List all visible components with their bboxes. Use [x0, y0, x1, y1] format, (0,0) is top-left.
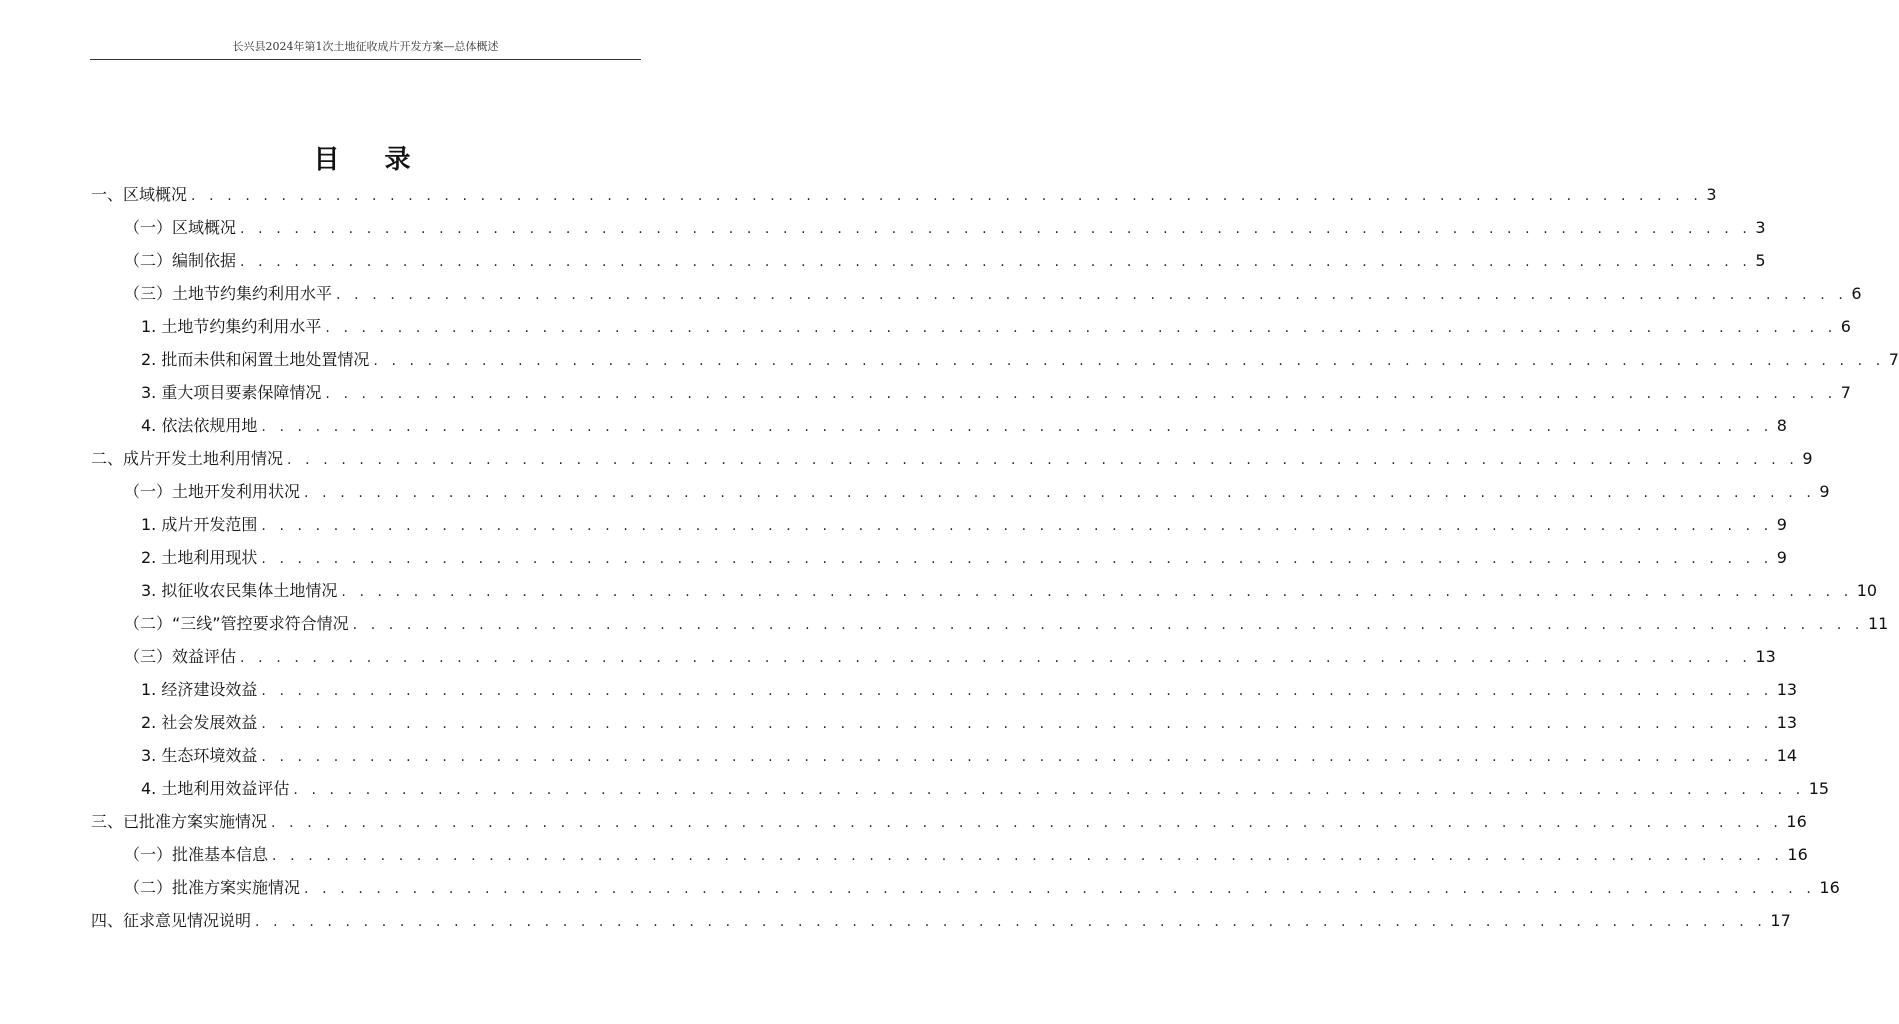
toc-entry-page: 16 [1787, 844, 1808, 864]
toc-entry-page: 13 [1776, 679, 1798, 699]
toc-entry[interactable] [141, 673, 1798, 706]
toc-entry-page: 3 [1755, 217, 1766, 237]
toc-entry[interactable] [124, 640, 1776, 673]
toc-entry-page: 3 [1706, 184, 1717, 204]
toc-entry-label: （二）批准方案实施情况 [124, 877, 301, 897]
toc-leader-dots: . . . . . . . . . . . . . . . . . . . . . . . . . . . . . . . . . . . . . . . . . . . . . . . . . . . . . . . . . . . . . . . . . . . . . . . . . . . . . . . . . . . . [240, 649, 1752, 666]
toc-leader-dots: . . . . . . . . . . . . . . . . . . . . . . . . . . . . . . . . . . . . . . . . . . . . . . . . . . . . . . . . . . . . . . . . . . . . . . . . . . . . . . . . . . . . [272, 847, 1784, 864]
toc-entry-page: 11 [1867, 613, 1889, 633]
toc-entry-label: （一）土地开发利用状况 [124, 481, 301, 501]
toc-leader-dots: . . . . . . . . . . . . . . . . . . . . . . . . . . . . . . . . . . . . . . . . . . . . . . . . . . . . . . . . . . . . . . . . . . . . . . . . . . . . . . . . . . . . [336, 286, 1848, 303]
toc-entry-label: 1. 土地节约集约利用水平 [141, 316, 322, 336]
toc-leader-dots: . . . . . . . . . . . . . . . . . . . . . . . . . . . . . . . . . . . . . . . . . . . . . . . . . . . . . . . . . . . . . . . . . . . . . . . . . . . . . . . . . . . . [191, 187, 1703, 204]
toc-leader-dots: . . . . . . . . . . . . . . . . . . . . . . . . . . . . . . . . . . . . . . . . . . . . . . . . . . . . . . . . . . . . . . . . . . . . . . . . . . . . . . . . . . . . [271, 814, 1783, 831]
toc-entry[interactable] [141, 541, 1787, 574]
toc-entry[interactable] [141, 706, 1798, 739]
toc-entry-label: 一、区域概况 [91, 184, 188, 204]
toc-entry-label: 4. 依法依规用地 [141, 415, 258, 435]
toc-entry-label: 1. 经济建设效益 [141, 679, 258, 699]
toc-entry-label: 4. 土地利用效益评估 [141, 778, 290, 798]
toc-entry-label: 2. 批而未供和闲置土地处置情况 [141, 349, 370, 369]
toc-entry[interactable] [124, 838, 1808, 871]
toc-leader-dots: . . . . . . . . . . . . . . . . . . . . . . . . . . . . . . . . . . . . . . . . . . . . . . . . . . . . . . . . . . . . . . . . . . . . . . . . . . . . . . . . . . . . [325, 319, 1837, 336]
toc-leader-dots: . . . . . . . . . . . . . . . . . . . . . . . . . . . . . . . . . . . . . . . . . . . . . . . . . . . . . . . . . . . . . . . . . . . . . . . . . . . . . . . . . . . . [261, 748, 1773, 765]
toc-entry-label: （二）编制依据 [124, 250, 237, 270]
toc-entry-label: （二）“三线”管控要求符合情况 [124, 613, 349, 633]
toc-entry[interactable] [124, 871, 1840, 904]
toc-entry-page: 8 [1776, 415, 1787, 435]
toc-entry-label: （一）批准基本信息 [124, 844, 269, 864]
toc-leader-dots: . . . . . . . . . . . . . . . . . . . . . . . . . . . . . . . . . . . . . . . . . . . . . . . . . . . . . . . . . . . . . . . . . . . . . . . . . . . . . . . . . . . . [261, 418, 1773, 435]
toc-entry-page: 10 [1856, 580, 1878, 600]
toc-leader-dots: . . . . . . . . . . . . . . . . . . . . . . . . . . . . . . . . . . . . . . . . . . . . . . . . . . . . . . . . . . . . . . . . . . . . . . . . . . . . . . . . . . . . [261, 715, 1773, 732]
toc-entry-page: 9 [1819, 481, 1830, 501]
toc-entry-page: 5 [1755, 250, 1766, 270]
toc-entry-label: （一）区域概况 [124, 217, 237, 237]
toc-entry-page: 13 [1755, 646, 1776, 666]
toc-leader-dots: . . . . . . . . . . . . . . . . . . . . . . . . . . . . . . . . . . . . . . . . . . . . . . . . . . . . . . . . . . . . . . . . . . . . . . . . . . . . . . . . . . . . [287, 451, 1799, 468]
toc-entry[interactable] [91, 805, 1807, 838]
toc-entry-label: （三）土地节约集约利用水平 [124, 283, 333, 303]
toc-entry[interactable] [141, 574, 1878, 607]
toc-leader-dots: . . . . . . . . . . . . . . . . . . . . . . . . . . . . . . . . . . . . . . . . . . . . . . . . . . . . . . . . . . . . . . . . . . . . . . . . . . . . . . . . . . . . [261, 517, 1773, 534]
toc-entry[interactable] [124, 277, 1862, 310]
toc-entry-page: 9 [1776, 547, 1787, 567]
toc-entry[interactable] [91, 442, 1813, 475]
toc-entry[interactable] [124, 607, 1889, 640]
toc-leader-dots: . . . . . . . . . . . . . . . . . . . . . . . . . . . . . . . . . . . . . . . . . . . . . . . . . . . . . . . . . . . . . . . . . . . . . . . . . . . . . . . . . . . . [304, 880, 1816, 897]
toc-entry-page: 7 [1888, 349, 1899, 369]
toc-leader-dots: . . . . . . . . . . . . . . . . . . . . . . . . . . . . . . . . . . . . . . . . . . . . . . . . . . . . . . . . . . . . . . . . . . . . . . . . . . . . . . . . . . . . [261, 550, 1773, 567]
toc-entry[interactable] [141, 310, 1851, 343]
toc-entry-page: 9 [1776, 514, 1787, 534]
toc-leader-dots: . . . . . . . . . . . . . . . . . . . . . . . . . . . . . . . . . . . . . . . . . . . . . . . . . . . . . . . . . . . . . . . . . . . . . . . . . . . . . . . . . . . . [240, 220, 1752, 237]
toc-entry[interactable] [141, 739, 1798, 772]
toc-entry-page: 13 [1776, 712, 1798, 732]
toc-title: 目 录 [313, 145, 429, 175]
header-divider [90, 59, 641, 60]
toc-entry[interactable] [141, 343, 1899, 376]
toc-entry[interactable] [124, 475, 1830, 508]
toc-leader-dots: . . . . . . . . . . . . . . . . . . . . . . . . . . . . . . . . . . . . . . . . . . . . . . . . . . . . . . . . . . . . . . . . . . . . . . . . . . . . . . . . . . . . [293, 781, 1805, 798]
toc-entry-page: 9 [1802, 448, 1813, 468]
toc-entry-page: 6 [1851, 283, 1862, 303]
toc-entry-label: 2. 土地利用现状 [141, 547, 258, 567]
toc-entry[interactable] [124, 244, 1766, 277]
toc-entry-label: 2. 社会发展效益 [141, 712, 258, 732]
toc-entry-page: 14 [1776, 745, 1798, 765]
toc-entry-page: 15 [1808, 778, 1830, 798]
toc-leader-dots: . . . . . . . . . . . . . . . . . . . . . . . . . . . . . . . . . . . . . . . . . . . . . . . . . . . . . . . . . . . . . . . . . . . . . . . . . . . . . . . . . . . . [325, 385, 1837, 402]
toc-entry[interactable] [91, 904, 1791, 937]
toc-leader-dots: . . . . . . . . . . . . . . . . . . . . . . . . . . . . . . . . . . . . . . . . . . . . . . . . . . . . . . . . . . . . . . . . . . . . . . . . . . . . . . . . . . . . [240, 253, 1752, 270]
toc-leader-dots: . . . . . . . . . . . . . . . . . . . . . . . . . . . . . . . . . . . . . . . . . . . . . . . . . . . . . . . . . . . . . . . . . . . . . . . . . . . . . . . . . . . . [373, 352, 1885, 369]
toc-entry-label: 二、成片开发土地利用情况 [91, 448, 284, 468]
toc-leader-dots: . . . . . . . . . . . . . . . . . . . . . . . . . . . . . . . . . . . . . . . . . . . . . . . . . . . . . . . . . . . . . . . . . . . . . . . . . . . . . . . . . . . . [304, 484, 1816, 501]
toc-entry[interactable] [141, 409, 1787, 442]
toc-entry-page: 7 [1840, 382, 1851, 402]
toc-entry[interactable] [91, 178, 1717, 211]
toc-entry-page: 6 [1840, 316, 1851, 336]
toc-leader-dots: . . . . . . . . . . . . . . . . . . . . . . . . . . . . . . . . . . . . . . . . . . . . . . . . . . . . . . . . . . . . . . . . . . . . . . . . . . . . . . . . . . . . [255, 913, 1767, 930]
toc-entry-label: （三）效益评估 [124, 646, 237, 666]
toc-entry-label: 四、征求意见情况说明 [91, 910, 252, 930]
toc-entry-label: 3. 生态环境效益 [141, 745, 258, 765]
running-header: 长兴县2024年第1次土地征收成片开发方案—总体概述 [232, 40, 499, 53]
toc-entry-page: 16 [1786, 811, 1807, 831]
toc-entry[interactable] [141, 772, 1830, 805]
toc-leader-dots: . . . . . . . . . . . . . . . . . . . . . . . . . . . . . . . . . . . . . . . . . . . . . . . . . . . . . . . . . . . . . . . . . . . . . . . . . . . . . . . . . . . . [341, 583, 1853, 600]
toc-entry-label: 三、已批准方案实施情况 [91, 811, 268, 831]
toc-entry-label: 1. 成片开发范围 [141, 514, 258, 534]
toc-entry-page: 17 [1770, 910, 1791, 930]
toc-leader-dots: . . . . . . . . . . . . . . . . . . . . . . . . . . . . . . . . . . . . . . . . . . . . . . . . . . . . . . . . . . . . . . . . . . . . . . . . . . . . . . . . . . . . [352, 616, 1864, 633]
toc-entry[interactable] [141, 376, 1851, 409]
toc-entry-page: 16 [1819, 877, 1840, 897]
toc-leader-dots: . . . . . . . . . . . . . . . . . . . . . . . . . . . . . . . . . . . . . . . . . . . . . . . . . . . . . . . . . . . . . . . . . . . . . . . . . . . . . . . . . . . . [261, 682, 1773, 699]
toc-entry-label: 3. 拟征收农民集体土地情况 [141, 580, 338, 600]
toc-entry[interactable] [124, 211, 1766, 244]
toc-entry[interactable] [141, 508, 1787, 541]
toc-entry-label: 3. 重大项目要素保障情况 [141, 382, 322, 402]
